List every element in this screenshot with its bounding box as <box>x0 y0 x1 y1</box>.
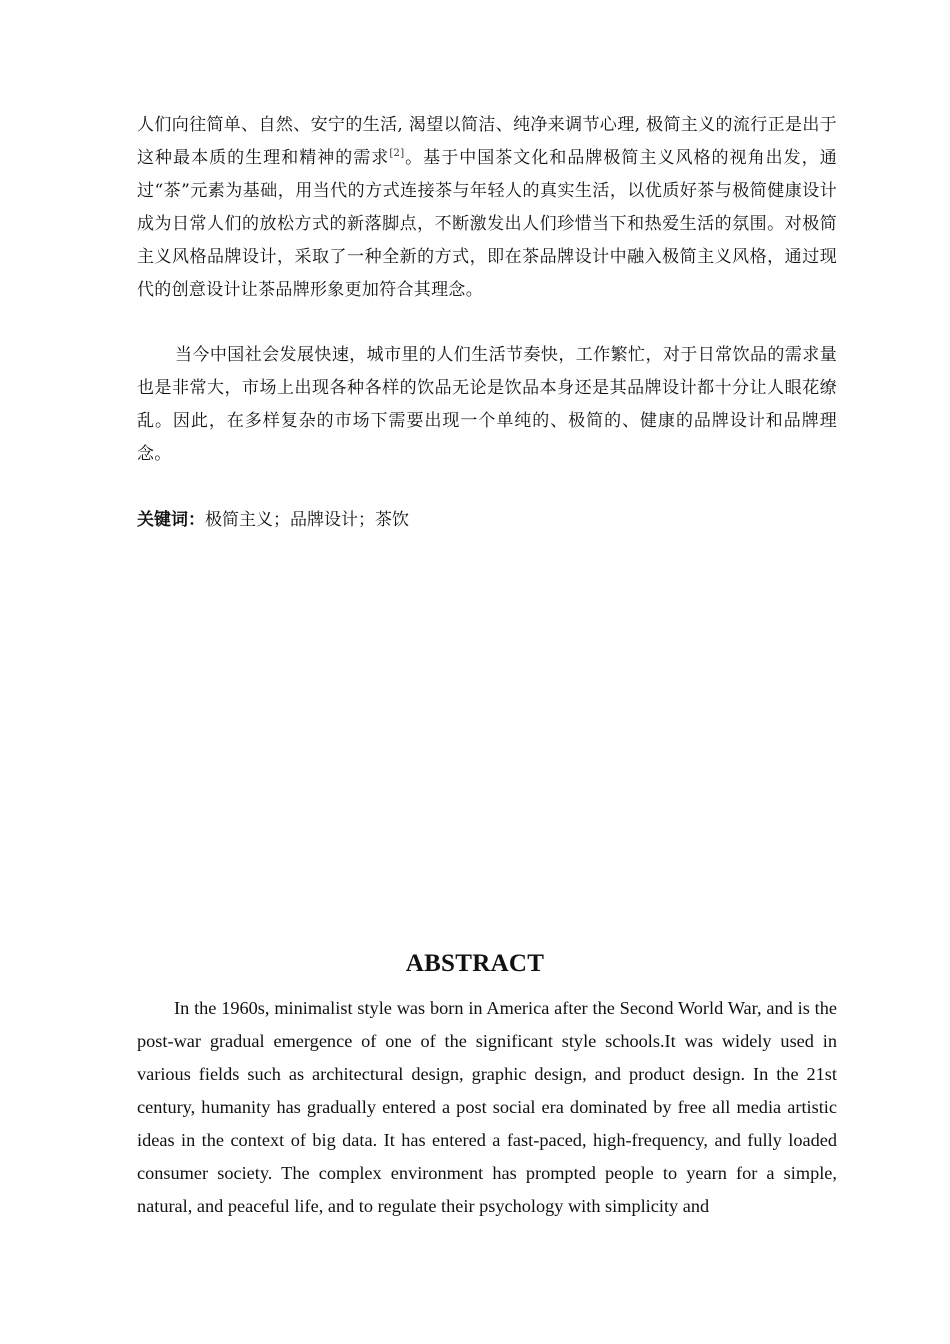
abstract-heading: ABSTRACT <box>405 950 545 977</box>
keywords-label: 关键词： <box>137 510 205 530</box>
paragraph-text: 。基于中国茶文化和品牌极简主义风格的视角出发，通过“茶”元素为基础，用当代的方式连接茶与年轻人的真实生活，以优质好茶与极简健康设计成为日常人们的放松方式的新落脚点，不断激发出人们珍惜当下和热爱生活的氛围。对极简主义风格品牌设计，采取了一种全新的方式，即在茶品牌设计中融入极简主义风格，通过现代的创意设计让茶品牌形象更加符合其理念。 <box>137 148 837 300</box>
paragraph-text: 当今中国社会发展快速，城市里的人们生活节奏快，工作繁忙，对于日常饮品的需求量也是非常大，市场上出现各种各样的饮品无论是饮品本身还是其品牌设计都十分让人眼花缭乱。因此，在多样复杂的市场下需要出现一个单纯的、极简的、健康的品牌设计和品牌理念。 <box>137 345 837 464</box>
citation-reference: [2] <box>389 148 405 159</box>
chinese-abstract-paragraph-1 <box>137 109 837 307</box>
paragraph-text: 人们向往简单、自然、安宁的生活, 渴望以简洁、纯净来调节心理, 极简主义的流行正是出于这种最本质的生理和精神的需求 <box>137 115 837 168</box>
keywords-line <box>137 506 409 534</box>
english-abstract-paragraph: In the 1960s, minimalist style was born in America after the Second World War, and is the post-war gradual emergence of one of the significant style schools.It was widely used in various fields such as architectural design, graphic design, and product design. In the 21st century, humanity has gradually entered a post social era dominated by free all media artistic ideas in the context of big data. It has entered a fast-paced, high-frequency, and fully loaded consumer society. The complex environment has prompted people to yearn for a simple, natural, and peaceful life, and to regulate their psychology with simplicity and <box>137 998 837 1216</box>
chinese-abstract-paragraph-2 <box>137 339 837 471</box>
keywords-value: 极简主义；品牌设计；茶饮 <box>205 510 409 530</box>
